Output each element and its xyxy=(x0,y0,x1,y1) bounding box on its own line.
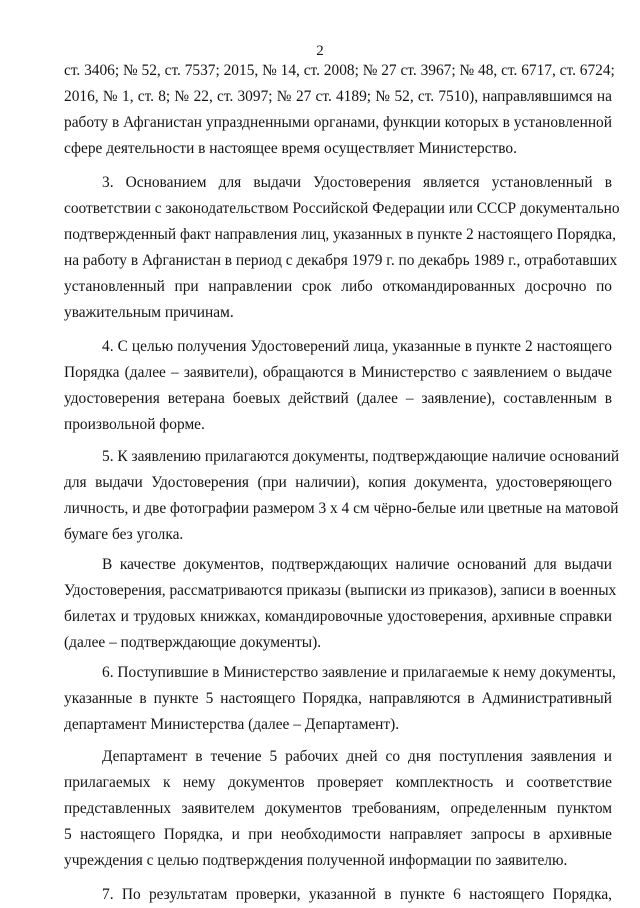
text-line: 6. Поступившие в Министерство заявление и прилагаемые к нему документы, xyxy=(102,664,616,681)
text-line: на работу в Афганистан в период с декабря 1979 г. по декабрь 1989 г., отработавших xyxy=(64,252,618,269)
paragraph-spacer xyxy=(64,162,612,170)
paragraph xyxy=(64,882,612,908)
paragraph xyxy=(64,660,616,738)
text-line: бумаге без уголка. xyxy=(64,526,184,543)
text-line: уважительным причинам. xyxy=(64,304,234,321)
text-line: удостоверения ветерана боевых действий (далее – заявление), составленным в xyxy=(64,390,612,407)
paragraph xyxy=(64,552,617,656)
text-line: 4. С целью получения Удостоверений лица, указанные в пункте 2 настоящего xyxy=(102,338,612,355)
text-line: 5. К заявлению прилагаются документы, подтверждающие наличие оснований xyxy=(102,448,620,465)
text-line: представленных заявителем документов требованиям, определенным пунктом xyxy=(64,800,612,817)
text-line: 2016, № 1, ст. 8; № 22, ст. 3097; № 27 ст. 4189; № 52, ст. 7510), направлявшимся на xyxy=(64,88,612,105)
text-line: билетах и трудовых книжках, командировочные удостоверения, архивные справки xyxy=(64,608,612,625)
text-line: 3. Основанием для выдачи Удостоверения является установленный в xyxy=(102,174,612,191)
paragraph xyxy=(64,334,612,438)
text-line: подтвержденный факт направления лиц, указанных в пункте 2 настоящего Порядка, xyxy=(64,226,616,243)
text-line: установленный при направлении срок либо откомандированных досрочно по xyxy=(64,278,612,295)
paragraph-spacer xyxy=(64,326,612,334)
text-line: ст. 3406; № 52, ст. 7537; 2015, № 14, ст. 2008; № 27 ст. 3967; № 48, ст. 6717, ст. 6724; xyxy=(64,62,615,79)
text-line: учреждения с целью подтверждения полученной информации по заявителю. xyxy=(64,852,568,869)
text-line: департамент Министерства (далее – Департамент). xyxy=(64,716,400,733)
paragraph-spacer xyxy=(64,874,612,882)
document-body xyxy=(64,58,620,908)
text-line: для выдачи Удостоверения (при наличии), копия документа, удостоверяющего xyxy=(64,474,612,491)
paragraph xyxy=(64,58,615,162)
text-line: работу в Афганистан упраздненными органами, функции которых в установленной xyxy=(64,114,612,131)
text-line: указанные в пункте 5 настоящего Порядка, направляются в Административный xyxy=(64,690,612,707)
text-line: произвольной форме. xyxy=(64,416,205,433)
text-line: личность, и две фотографии размером 3 х 4 см чёрно-белые или цветные на матовой xyxy=(64,500,619,517)
text-line: Удостоверения, рассматриваются приказы (выписки из приказов), записи в военных xyxy=(64,582,617,599)
text-line: (далее – подтверждающие документы). xyxy=(64,634,322,651)
text-line: 7. По результатам проверки, указанной в пункте 6 настоящего Порядка, xyxy=(102,886,612,903)
page-number: 2 xyxy=(316,43,324,59)
text-line: сфере деятельности в настоящее время осуществляет Министерство. xyxy=(64,140,517,157)
text-line: соответствии с законодательством Российской Федерации или СССР документально xyxy=(64,200,620,217)
text-line: Порядка (далее – заявители), обращаются в Министерство с заявлением о выдаче xyxy=(64,364,612,381)
text-line: Департамент в течение 5 рабочих дней со дня поступления заявления и xyxy=(102,748,612,765)
paragraph xyxy=(64,170,620,326)
text-line: прилагаемых к нему документов проверяет комплектность и соответствие xyxy=(64,774,612,791)
text-line: 5 настоящего Порядка, и при необходимости направляет запросы в архивные xyxy=(64,826,612,843)
text-line: В качестве документов, подтверждающих наличие оснований для выдачи xyxy=(102,556,612,573)
paragraph xyxy=(64,744,612,874)
paragraph xyxy=(64,444,620,548)
